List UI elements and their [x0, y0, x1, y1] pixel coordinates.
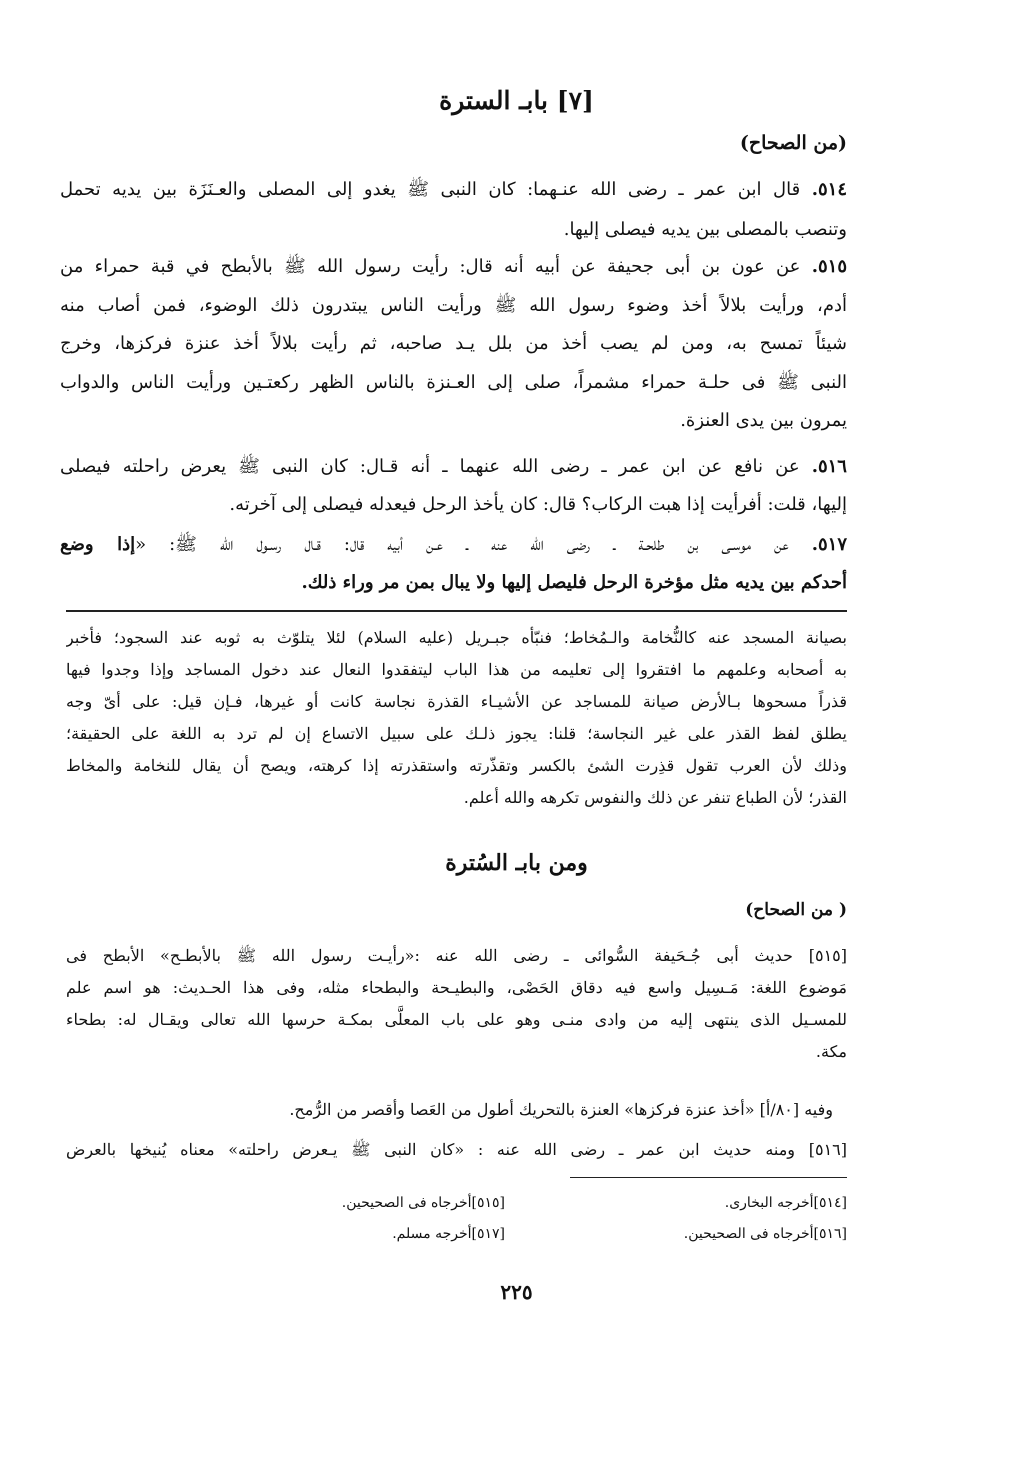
section-heading-sahah: (من الصحاح)	[739, 132, 847, 154]
commentary-line-2: به أصحابه وعلمهم ما افتقروا إلى تعليمه من هذا الباب ليتفقدوا النعال عند دخول المساجد وإذا وجدوا فيها	[66, 660, 847, 679]
sharh-515-line-2: مَوضوع اللغة: مَـسِيل واسع فيه دقاق الحَصْى، والبطيـحة والبطحاء مثله، وفى هذا الحـديث: هو اسم علم	[66, 978, 847, 997]
hadith-517-line-2: أحدكم بين يديه مثل مؤخرة الرحل فليصل إليها ولا يبال بمن مر وراء ذلك.	[301, 572, 847, 593]
footnote-rule	[570, 1177, 847, 1178]
hadith-515-line-2: أدم، ورأيت بلالاً أخذ وضوء رسول الله ﷺ ورأيت الناس يبتدرون ذلك الوضوء، فمن أصاب منه	[60, 294, 847, 316]
hadith-514	[60, 170, 847, 250]
hadith-515-line-4: النبى ﷺ فى حلـة حمراء مشمراً، صلى إلى العـنزة بالناس الظهر ركعتـين ورأيت الناس والدواب	[60, 371, 847, 393]
commentary-line-3: قذراً مسحوها بـالأرض صيانة للمساجد عن الأشيـاء القذرة نجاسة كانت أو غيرها، فـإن قيل: على أىّ وجه	[66, 692, 847, 711]
hadith-515-line-3: شيئاً تمسح به، ومن لم يصب أخذ من بلل يـد صاحبه، ثم رأيت بلالاً أخذ عنزة فركزها، وخرج	[60, 333, 847, 354]
hadith-515-line-5: يمرون بين يدى العنزة.	[680, 410, 847, 431]
sharh-515-line-3: للمسـيل الذى ينتهى إليه من وادى منـى وهو على باب المعلَّى بمكـة حرسها الله تعالى ويقـال له: بطحاء	[66, 1010, 847, 1029]
commentary-line-5: وذلك لأن العرب تقول قذِرت الشئ بالكسر وتقذّرته واستقذرته إذا كرهته، ويصح أن يقال للنخامة والمخاط	[66, 756, 847, 775]
hadith-514-line-2: وتنصب بالمصلى بين يديه فيصلى إليها.	[563, 219, 847, 240]
commentary-line-4: يطلق لفظ القذر على غير النجاسة؛ قلنا: يجوز ذلـك على سبيل الاتساع إن لم ترد به اللغة على الحقيقة؛	[66, 724, 847, 743]
page-number: ٢٢٥	[500, 1280, 533, 1304]
footnote-515: [٥١٥]أخرجاه فى الصحيحين.	[341, 1195, 505, 1211]
footnote-517: [٥١٧]أخرجه مسلم.	[392, 1226, 505, 1242]
commentary-line-1: بصيانة المسجد عنه كالنُّخامة والـمُخاط؛ فنبّأه جبـريل (عليه السلام) لئلا يتلوّث به ثوبه عند السجود؛ فأخبر	[66, 628, 847, 647]
sharh-515	[66, 940, 847, 1068]
hadith-516	[60, 448, 847, 524]
sharh-516: [٥١٦] ومنه حديث ابن عمر ـ رضى الله عنه : «كان النبى ﷺ يـعرض راحلته» معناه يُنيخها بالعرض	[66, 1140, 847, 1159]
footnote-514: [٥١٤]أخرجه البخارى.	[724, 1195, 847, 1211]
sharh-515-line-1: [٥١٥] حديث أبى جُـحَيفة السُّوائى ـ رضى الله عنه :«رأيـت رسول الله ﷺ بالأبطـح» الأبطح فى	[66, 946, 847, 965]
commentary	[66, 622, 847, 814]
chapter-title: [٧] بابـ السترة	[439, 86, 594, 115]
hadith-515-line-1: ٥١٥. عن عون بن أبى جحيفة عن أبيه أنه قال: رأيت رسول الله ﷺ بالأبطح في قبة حمراء من	[60, 256, 847, 277]
hadith-517	[60, 526, 847, 602]
hadith-515	[60, 248, 847, 441]
sharh-heading-sahah: ( من الصحاح)	[745, 900, 847, 920]
hadith-517-line-1: ٥١٧. عن موسـى بن طلحـة ـ رضى الله عنه ـ عـن أبيه قال: قـال رسـول الله ﷺ: «إذا وضع	[60, 534, 847, 555]
commentary-line-6: القذر؛ لأن الطباع تنفر عن ذلك والنفوس تكرهه والله أعلم.	[463, 788, 847, 807]
hadith-514-line-1: ٥١٤. قال ابن عمر ـ رضى الله عنـهما: كان النبى ﷺ يغدو إلى المصلى والعـنَزَة بين يديه تحمل	[60, 179, 847, 200]
subsection-title: ومن بابـ السُترة	[445, 850, 588, 876]
divider-rule	[66, 610, 847, 612]
footnote-516: [٥١٦]أخرجاه فى الصحيحين.	[683, 1226, 847, 1242]
sharh-515-b: وفيه [٨٠/أ] «أخذ عنزة فركزها» العنزة بالتحريك أطول من العَصا وأقصر من الرُّمح.	[289, 1100, 833, 1119]
hadith-516-line-1: ٥١٦. عن نافع عن ابن عمر ـ رضى الله عنهما ـ أنه قـال: كان النبى ﷺ يعرض راحلته فيصلى	[60, 456, 847, 477]
sharh-515-line-4: مكة.	[815, 1042, 847, 1061]
hadith-516-line-2: إليها، قلت: أفرأيت إذا هبت الركاب؟ قال: كان يأخذ الرحل فيعدله فيصلى إلى آخرته.	[229, 494, 847, 515]
